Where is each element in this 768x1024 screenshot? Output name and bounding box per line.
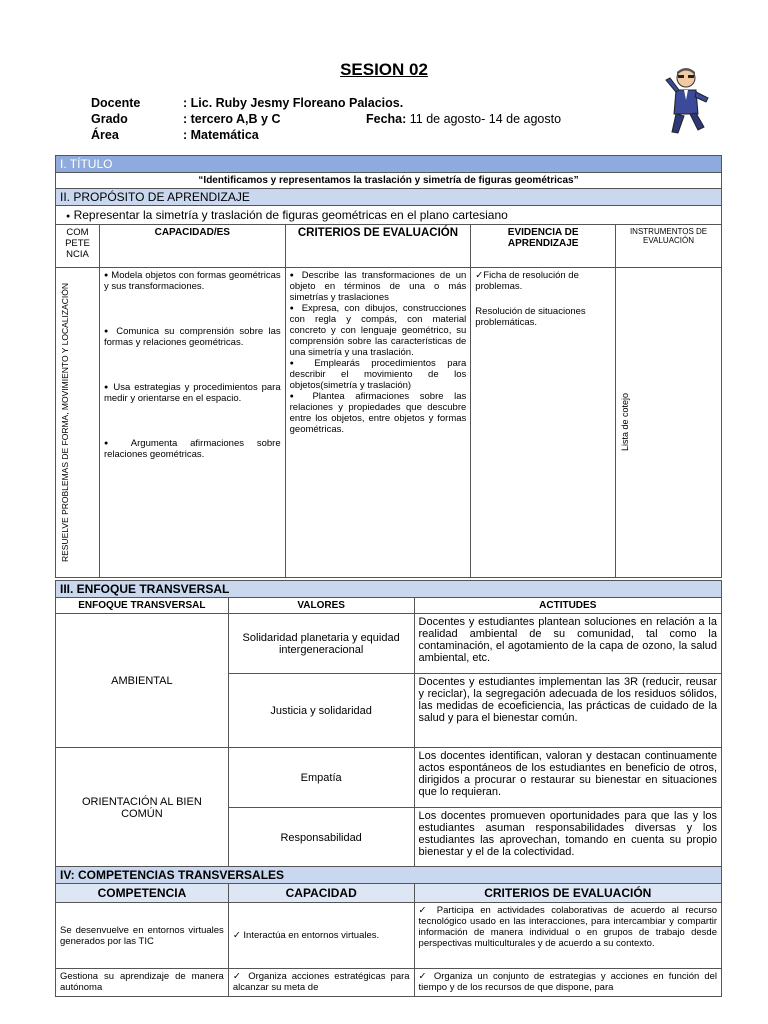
col-competencia: COM PETE NCIA [56, 225, 100, 268]
valor-justicia: Justicia y solidaridad [228, 674, 414, 748]
section-3-table [55, 580, 722, 868]
col-criterios-t: CRITERIOS DE EVALUACIÓN [414, 884, 721, 903]
session-title: SESION 02 [340, 60, 428, 79]
col-valores: VALORES [228, 598, 414, 614]
valor-empatia: Empatía [228, 748, 414, 808]
area-label: Área [91, 128, 119, 142]
enfoque-bien-comun: ORIENTACIÓN AL BIEN COMÚN [56, 748, 229, 868]
sections-1-2 [55, 155, 722, 578]
section-2-title: II. PROPÓSITO DE APRENDIZAJE [56, 189, 722, 206]
actitud-4: Los docentes promueven oportunidades para que las y los estudiantes asuman responsabilidades diversas y los estudiantes las aprovechan, tomando en cuenta su propio bienestar y el de la colectividad. [414, 808, 721, 868]
session-topic: “Identificamos y representamos la traslación y simetría de figuras geométricas” [56, 173, 722, 189]
capacidad-autonoma: ✓ Organiza acciones estratégicas para alcanzar su meta de [228, 969, 414, 997]
fecha: Fecha: 11 de agosto- 14 de agosto [366, 112, 562, 126]
criterio-autonoma: ✓ Organiza un conjunto de estrategias y acciones en función del tiempo y de los recursos de que dispone, para [414, 969, 721, 997]
actitud-3: Los docentes identifican, valoran y destacan continuamente actos espontáneos de los estudiantes en beneficio de otros, dirigidos a procurar o restaurar su bienestar en situaciones que lo requieran. [414, 748, 721, 808]
actitud-2: Docentes y estudiantes implementan las 3R (reducir, reusar y reciclar), la segregación adecuada de los residuos sólidos, las medidas de ecoeficiencia, las prácticas de cuidado de la salud y para el bienestar común. [414, 674, 721, 748]
valor-responsabilidad: Responsabilidad [228, 808, 414, 868]
criterios-cell: ● Describe las transformaciones de un objeto en términos de una o más simetrías y traslaciones ● Expresa, con dibujos, construcciones con regla y compás, con material concreto y con lenguaje geométrico, su comprensión sobre las características de una simetría y una traslación. ● Emplearás procedimientos para describir el movimiento de los objetos(simetría y traslación) ● Plantea afirmaciones sobre las relaciones y propiedades que descubre entre los objetos, entre objetos y formas geométricas. [285, 268, 471, 578]
col-actitudes: ACTITUDES [414, 598, 721, 614]
col-capacidad: CAPACIDAD/ES [99, 225, 285, 268]
section-1-title: I. TÍTULO [56, 156, 722, 173]
businessman-illustration [662, 66, 714, 138]
competencia-tic: Se desenvuelve en entornos virtuales generados por las TIC [56, 903, 229, 969]
area-value: : Matemática [183, 128, 259, 142]
grado-value: : tercero A,B y C [183, 112, 281, 126]
valor-solidaridad: Solidaridad planetaria y equidad intergeneracional [228, 614, 414, 674]
instrumento-cell: Lista de cotejo [616, 268, 722, 578]
col-competencia-t: COMPETENCIA [56, 884, 229, 903]
criterio-tic: ✓ Participa en actividades colaborativas de acuerdo al recurso tecnológico usado en las interacciones, para intercambiar y compartir información de manera individual o en grupos de trabajo desde perspectivas multiculturales y de acuerdo a su contexto. [414, 903, 721, 969]
grado-label: Grado [91, 112, 128, 126]
competencia-cell: RESUELVE PROBLEMAS DE FORMA, MOVIMIENTO Y LOCALIZACIÓN [56, 268, 100, 578]
col-criterios: CRITERIOS DE EVALUACIÓN [285, 225, 471, 268]
actitud-1: Docentes y estudiantes plantean soluciones en relación a la realidad ambiental de su comunidad, tal como la contaminación, el agotamiento de la capa de ozono, la salud ambiental, etc. [414, 614, 721, 674]
col-instrumentos: INSTRUMENTOS DE EVALUACIÓN [616, 225, 722, 268]
competencia-autonoma: Gestiona su aprendizaje de manera autónoma [56, 969, 229, 997]
col-capacidad-t: CAPACIDAD [228, 884, 414, 903]
col-evidencia: EVIDENCIA DE APRENDIZAJE [471, 225, 616, 268]
col-enfoque: ENFOQUE TRANSVERSAL [56, 598, 229, 614]
capacidades-cell: ● Modela objetos con formas geométricas y sus transformaciones. ● Comunica su comprensión sobre las formas y relaciones geométricas. ● Usa estrategias y procedimientos para medir y orientarse en el espacio. ● Argumenta afirmaciones sobre relaciones geométricas. [99, 268, 285, 578]
docente-value: : Lic. Ruby Jesmy Floreano Palacios. [183, 96, 404, 110]
section-4-title: IV: COMPETENCIAS TRANSVERSALES [56, 867, 722, 884]
evidencia-cell: ✓ Ficha de resolución de problemas. Resolución de situaciones problemáticas. [471, 268, 616, 578]
capacidad-tic: ✓ Interactúa en entornos virtuales. [228, 903, 414, 969]
purpose: ● Representar la simetría y traslación de figuras geométricas en el plano cartesiano [56, 206, 722, 225]
section-4-table [55, 866, 722, 997]
docente-label: Docente [91, 96, 141, 110]
section-3-title: III. ENFOQUE TRANSVERSAL [56, 581, 722, 598]
enfoque-ambiental: AMBIENTAL [56, 614, 229, 748]
